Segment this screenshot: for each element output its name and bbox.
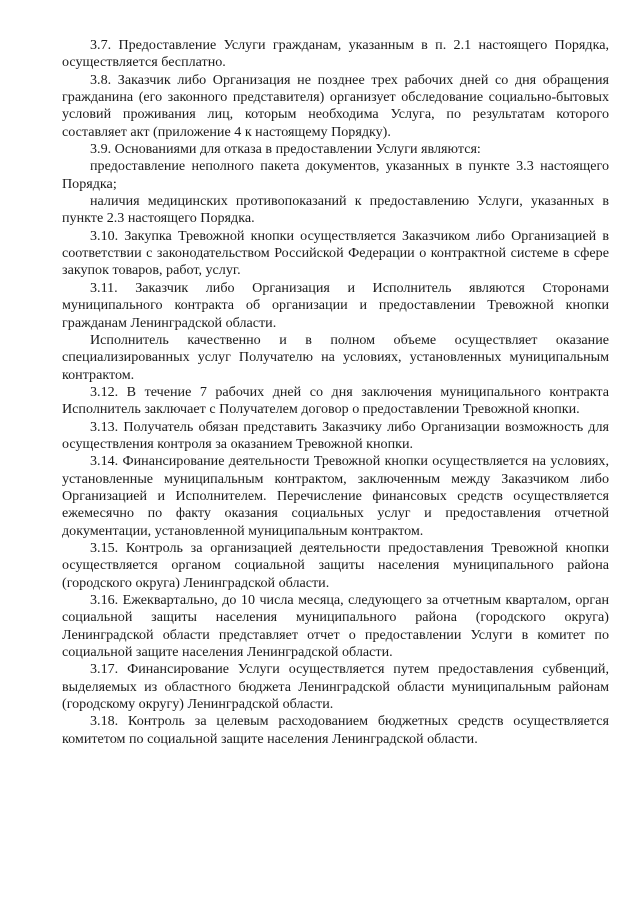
paragraph-3-7: 3.7. Предоставление Услуги гражданам, указанным в п. 2.1 настоящего Порядка, осуществляется бесплатно. bbox=[62, 37, 609, 71]
paragraph-3-16: 3.16. Ежеквартально, до 10 числа месяца, следующего за отчетным кварталом, орган социальной защиты населения муниципального района (городского округа) Ленинградской области представляет отчет о предоставлении Услуги в комитет по социальной защите населения Ленинградской области. bbox=[62, 592, 609, 661]
paragraph-3-9-item-1: предоставление неполного пакета документов, указанных в пункте 3.3 настоящего Порядка; bbox=[62, 158, 609, 192]
paragraph-3-13: 3.13. Получатель обязан представить Заказчику либо Организации возможность для осуществления контроля за оказанием Тревожной кнопки. bbox=[62, 418, 609, 452]
paragraph-3-9-item-2: наличия медицинских противопоказаний к предоставлению Услуги, указанных в пункте 2.3 настоящего Порядка. bbox=[62, 193, 609, 227]
paragraph-3-18: 3.18. Контроль за целевым расходованием бюджетных средств осуществляется комитетом по социальной защите населения Ленинградской области. bbox=[62, 713, 609, 747]
paragraph-3-9: 3.9. Основаниями для отказа в предоставлении Услуги являются: bbox=[90, 141, 481, 158]
paragraph-3-8: 3.8. Заказчик либо Организация не позднее трех рабочих дней со дня обращения гражданина (его законного представителя) организует обследование социально-бытовых условий проживания лиц, которым необходима Услуга, по результатам которого составляет акт (приложение 4 к настоящему Порядку). bbox=[62, 71, 609, 140]
document-body bbox=[62, 37, 609, 748]
paragraph-3-11: 3.11. Заказчик либо Организация и Исполнитель являются Сторонами муниципального контракта об организации и предоставлении Тревожной кнопки гражданам Ленинградской области. bbox=[62, 279, 609, 331]
paragraph-3-11-continuation: Исполнитель качественно и в полном объеме осуществляет оказание специализированных услуг Получателю на условиях, установленных муниципальным контрактом. bbox=[62, 331, 609, 383]
paragraph-3-17: 3.17. Финансирование Услуги осуществляется путем предоставления субвенций, выделяемых из областного бюджета Ленинградской области муниципальным районам (городскому округу) Ленинградской области. bbox=[62, 661, 609, 713]
paragraph-3-10: 3.10. Закупка Тревожной кнопки осуществляется Заказчиком либо Организацией в соответствии с законодательством Российской Федерации о контрактной системе в сфере закупок товаров, работ, услуг. bbox=[62, 227, 609, 279]
paragraph-3-14: 3.14. Финансирование деятельности Тревожной кнопки осуществляется на условиях, установленные муниципальным контрактом, заключенным между Заказчиком либо Организацией и Исполнителем. Перечисление финансовых средств осуществляется ежемесячно по факту оказания социальных услуг и предоставления отчетной документации, установленной муниципальным контрактом. bbox=[62, 453, 609, 539]
paragraph-3-15: 3.15. Контроль за организацией деятельности предоставления Тревожной кнопки осуществляется органом социальной защиты населения муниципального района (городского округа) Ленинградской области. bbox=[62, 539, 609, 591]
paragraph-3-12: 3.12. В течение 7 рабочих дней со дня заключения муниципального контракта Исполнитель заключает с Получателем договор о предоставлении Тревожной кнопки. bbox=[62, 383, 609, 418]
